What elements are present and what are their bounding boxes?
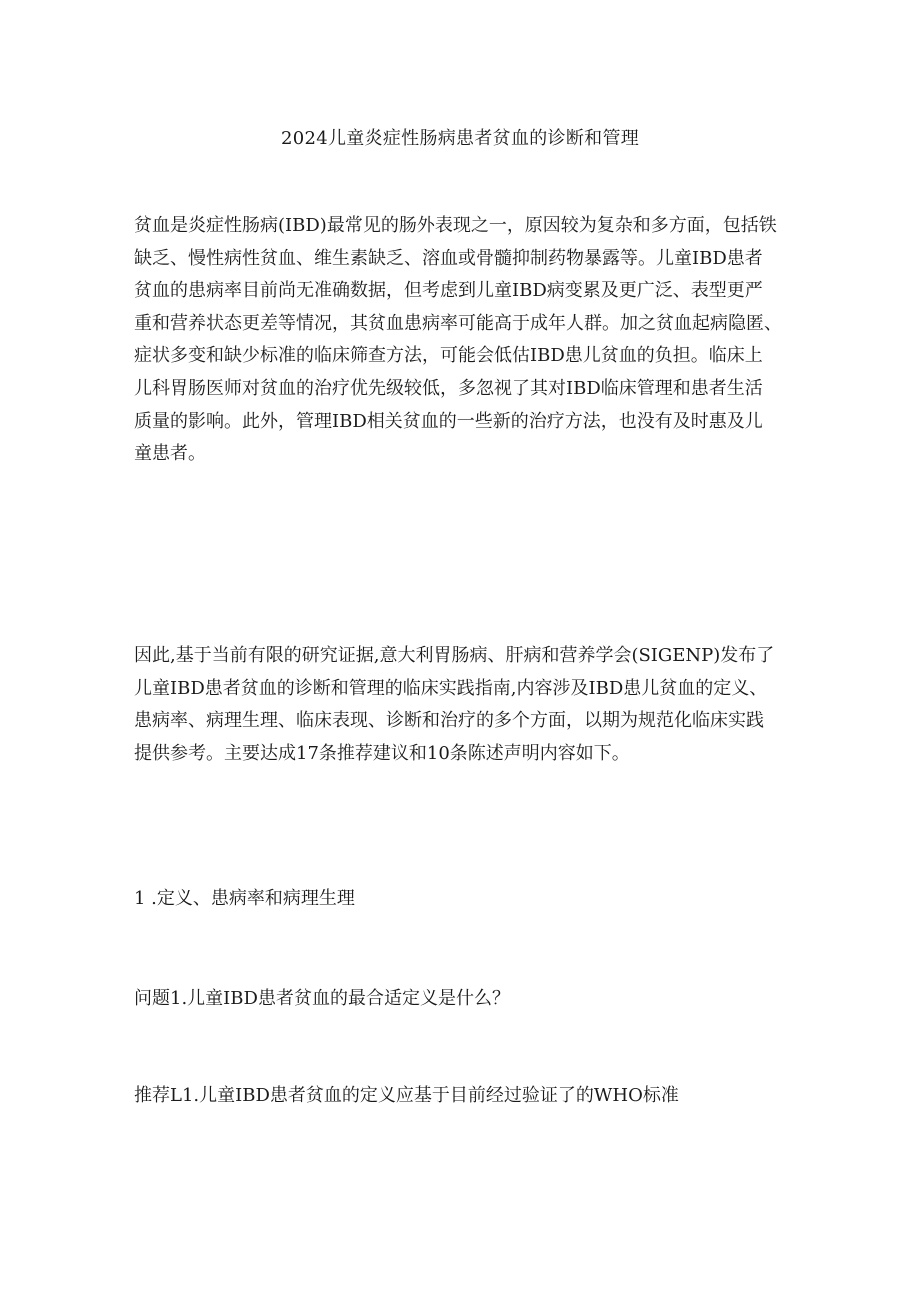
paragraph-line: 童患者。 <box>134 443 206 465</box>
paragraph-line: 症状多变和缺少标准的临床筛查方法，可能会低估IBD患儿贫血的负担。临床上 <box>134 345 763 367</box>
recommendation-text: 推荐L1.儿童IBD患者贫血的定义应基于目前经过验证了的WHO标准 <box>134 1085 679 1106</box>
paragraph-line: 质量的影响。此外，管理IBD相关贫血的一些新的治疗方法，也没有及时惠及儿 <box>134 410 763 432</box>
paragraph-line: 因此,基于当前有限的研究证据,意大利胃肠病、肝病和营养学会(SIGENP)发布了 <box>134 645 775 666</box>
paragraph-line: 患病率、病理生理、临床表现、诊断和治疗的多个方面，以期为规范化临床实践 <box>134 710 764 732</box>
question-text: 问题1.儿童IBD患者贫血的最合适定义是什么？ <box>134 988 510 1009</box>
section-heading: 1 .定义、患病率和病理生理 <box>134 888 355 909</box>
paragraph-line: 重和营养状态更差等情况，其贫血患病率可能高于成年人群。加之贫血起病隐匿、 <box>134 312 782 334</box>
paragraph-line: 儿童IBD患者贫血的诊断和管理的临床实践指南,内容涉及IBD患儿贫血的定义、 <box>134 677 768 699</box>
paragraph-line: 贫血是炎症性肠病(IBD)最常见的肠外表现之一，原因较为复杂和多方面，包括铁 <box>134 215 777 236</box>
paragraph-line: 贫血的患病率目前尚无准确数据，但考虑到儿童IBD病变累及更广泛、表型更严 <box>134 280 763 302</box>
paragraph-line: 提供参考。主要达成17条推荐建议和10条陈述声明内容如下。 <box>134 742 630 764</box>
intro-paragraph <box>134 210 794 471</box>
paragraph-line: 缺乏、慢性病性贫血、维生素缺乏、溶血或骨髓抑制药物暴露等。儿童IBD患者 <box>134 247 763 269</box>
guideline-paragraph <box>134 640 794 770</box>
paragraph-line: 儿科胃肠医师对贫血的治疗优先级较低，多忽视了其对IBD临床管理和患者生活 <box>134 377 763 399</box>
document-title: 2024儿童炎症性肠病患者贫血的诊断和管理 <box>280 128 640 149</box>
